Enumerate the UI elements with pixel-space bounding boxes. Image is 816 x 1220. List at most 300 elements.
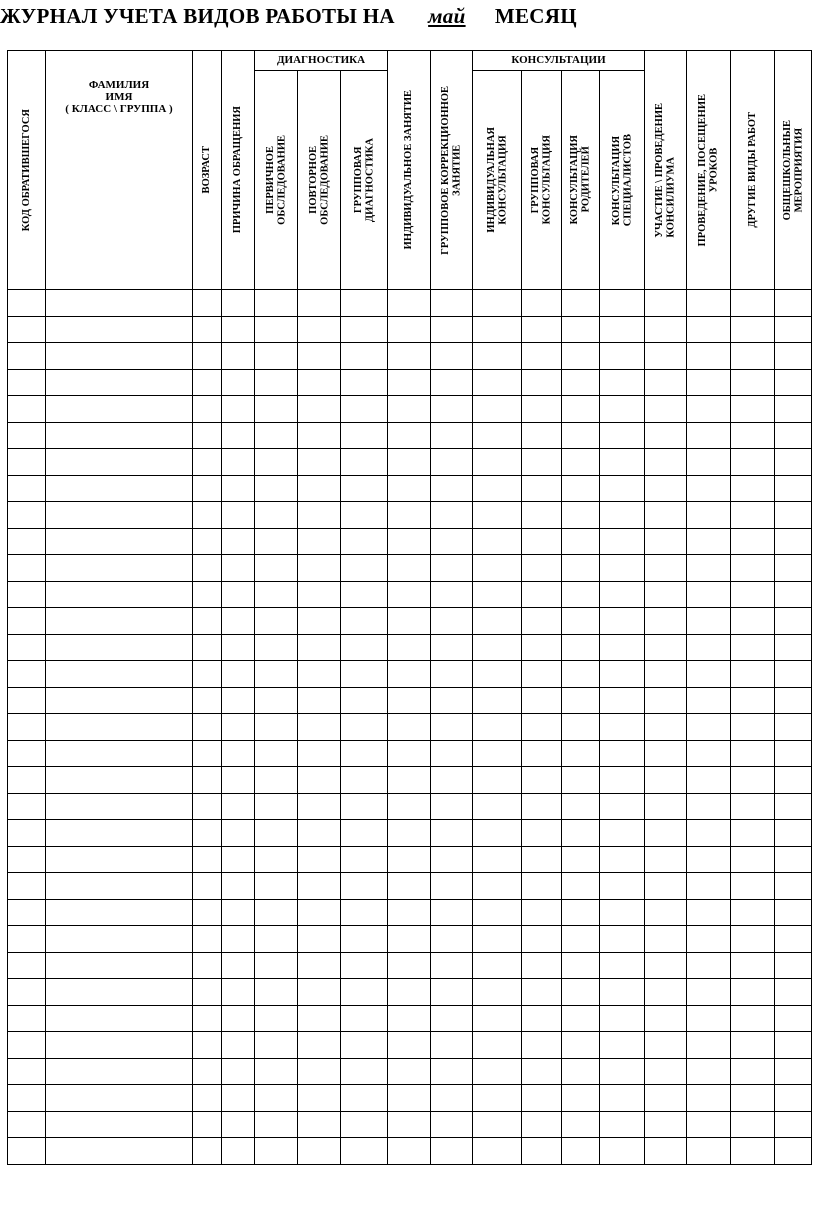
table-cell[interactable] [46,581,193,608]
table-cell[interactable] [562,873,600,900]
table-cell[interactable] [255,1005,298,1032]
table-cell[interactable] [562,502,600,529]
table-cell[interactable] [600,528,645,555]
table-cell[interactable] [255,634,298,661]
table-cell[interactable] [600,1058,645,1085]
table-cell[interactable] [645,634,687,661]
table-cell[interactable] [431,767,473,794]
table-cell[interactable] [341,1111,388,1138]
table-cell[interactable] [775,634,812,661]
table-cell[interactable] [388,926,431,953]
table-cell[interactable] [46,1085,193,1112]
table-cell[interactable] [46,661,193,688]
table-cell[interactable] [388,1032,431,1059]
table-cell[interactable] [46,290,193,317]
table-cell[interactable] [341,369,388,396]
table-cell[interactable] [731,952,775,979]
table-cell[interactable] [775,926,812,953]
table-cell[interactable] [193,1111,222,1138]
table-cell[interactable] [222,846,255,873]
table-cell[interactable] [687,555,731,582]
table-cell[interactable] [473,846,522,873]
table-cell[interactable] [8,1032,46,1059]
table-cell[interactable] [8,714,46,741]
table-cell[interactable] [473,873,522,900]
table-cell[interactable] [645,502,687,529]
table-cell[interactable] [388,873,431,900]
table-cell[interactable] [193,343,222,370]
table-cell[interactable] [388,714,431,741]
table-cell[interactable] [193,422,222,449]
table-cell[interactable] [46,793,193,820]
table-cell[interactable] [687,1111,731,1138]
table-cell[interactable] [473,449,522,476]
table-cell[interactable] [731,422,775,449]
table-cell[interactable] [731,608,775,635]
table-cell[interactable] [298,1138,341,1165]
table-cell[interactable] [731,396,775,423]
table-cell[interactable] [522,952,562,979]
table-cell[interactable] [600,316,645,343]
table-cell[interactable] [8,581,46,608]
table-cell[interactable] [298,1111,341,1138]
table-cell[interactable] [775,714,812,741]
table-cell[interactable] [341,1058,388,1085]
table-cell[interactable] [600,290,645,317]
table-cell[interactable] [473,979,522,1006]
table-cell[interactable] [522,343,562,370]
table-cell[interactable] [341,1032,388,1059]
table-cell[interactable] [46,820,193,847]
table-cell[interactable] [388,449,431,476]
table-cell[interactable] [8,343,46,370]
table-cell[interactable] [255,290,298,317]
table-cell[interactable] [600,581,645,608]
table-cell[interactable] [431,687,473,714]
table-cell[interactable] [388,369,431,396]
table-cell[interactable] [775,952,812,979]
table-cell[interactable] [193,1085,222,1112]
table-cell[interactable] [775,899,812,926]
table-cell[interactable] [222,475,255,502]
table-cell[interactable] [562,422,600,449]
table-cell[interactable] [731,1032,775,1059]
table-cell[interactable] [600,1032,645,1059]
table-cell[interactable] [341,1138,388,1165]
table-cell[interactable] [562,475,600,502]
table-cell[interactable] [8,793,46,820]
table-cell[interactable] [473,316,522,343]
table-cell[interactable] [388,1111,431,1138]
table-cell[interactable] [562,316,600,343]
table-cell[interactable] [388,555,431,582]
table-cell[interactable] [775,820,812,847]
table-cell[interactable] [731,1005,775,1032]
table-cell[interactable] [473,1085,522,1112]
table-cell[interactable] [46,449,193,476]
table-cell[interactable] [522,290,562,317]
table-cell[interactable] [255,475,298,502]
table-cell[interactable] [562,581,600,608]
table-cell[interactable] [298,316,341,343]
table-cell[interactable] [255,1138,298,1165]
table-cell[interactable] [222,1058,255,1085]
table-cell[interactable] [522,475,562,502]
table-cell[interactable] [687,1005,731,1032]
table-cell[interactable] [431,873,473,900]
table-cell[interactable] [687,608,731,635]
table-cell[interactable] [431,1005,473,1032]
table-cell[interactable] [645,581,687,608]
table-cell[interactable] [298,740,341,767]
table-cell[interactable] [731,926,775,953]
table-cell[interactable] [600,767,645,794]
table-cell[interactable] [645,661,687,688]
table-cell[interactable] [222,687,255,714]
table-cell[interactable] [8,846,46,873]
table-cell[interactable] [222,343,255,370]
table-cell[interactable] [731,687,775,714]
table-cell[interactable] [222,502,255,529]
table-cell[interactable] [645,793,687,820]
table-cell[interactable] [562,714,600,741]
table-cell[interactable] [193,290,222,317]
table-cell[interactable] [687,475,731,502]
table-cell[interactable] [255,1032,298,1059]
table-cell[interactable] [193,634,222,661]
table-cell[interactable] [600,1085,645,1112]
table-cell[interactable] [255,502,298,529]
table-cell[interactable] [645,475,687,502]
table-cell[interactable] [388,793,431,820]
table-cell[interactable] [775,1005,812,1032]
table-cell[interactable] [341,1085,388,1112]
table-cell[interactable] [473,1005,522,1032]
table-cell[interactable] [775,767,812,794]
table-cell[interactable] [341,396,388,423]
table-cell[interactable] [193,952,222,979]
table-cell[interactable] [431,899,473,926]
table-cell[interactable] [341,343,388,370]
table-cell[interactable] [431,502,473,529]
table-cell[interactable] [645,1005,687,1032]
table-cell[interactable] [775,873,812,900]
table-cell[interactable] [255,555,298,582]
table-cell[interactable] [645,528,687,555]
table-cell[interactable] [687,369,731,396]
table-cell[interactable] [341,528,388,555]
table-cell[interactable] [222,449,255,476]
table-cell[interactable] [388,1058,431,1085]
table-cell[interactable] [298,422,341,449]
table-cell[interactable] [255,767,298,794]
table-cell[interactable] [600,634,645,661]
table-cell[interactable] [388,528,431,555]
table-cell[interactable] [388,899,431,926]
table-cell[interactable] [46,979,193,1006]
table-cell[interactable] [193,528,222,555]
table-cell[interactable] [522,528,562,555]
table-cell[interactable] [298,1032,341,1059]
table-cell[interactable] [645,1032,687,1059]
table-cell[interactable] [731,502,775,529]
table-cell[interactable] [46,1111,193,1138]
table-cell[interactable] [600,846,645,873]
table-cell[interactable] [222,820,255,847]
table-cell[interactable] [645,608,687,635]
table-cell[interactable] [600,1111,645,1138]
table-cell[interactable] [431,396,473,423]
table-cell[interactable] [388,290,431,317]
table-cell[interactable] [600,449,645,476]
table-cell[interactable] [522,1138,562,1165]
table-cell[interactable] [46,714,193,741]
table-cell[interactable] [388,343,431,370]
table-cell[interactable] [8,661,46,688]
table-cell[interactable] [193,740,222,767]
table-cell[interactable] [255,952,298,979]
table-cell[interactable] [687,396,731,423]
table-cell[interactable] [298,1058,341,1085]
table-cell[interactable] [522,1085,562,1112]
table-cell[interactable] [8,926,46,953]
table-cell[interactable] [562,793,600,820]
table-cell[interactable] [645,449,687,476]
table-cell[interactable] [388,422,431,449]
table-cell[interactable] [341,502,388,529]
table-cell[interactable] [473,952,522,979]
table-cell[interactable] [222,740,255,767]
table-cell[interactable] [46,952,193,979]
table-cell[interactable] [8,979,46,1006]
table-cell[interactable] [298,555,341,582]
table-cell[interactable] [645,422,687,449]
table-cell[interactable] [562,555,600,582]
table-cell[interactable] [645,1085,687,1112]
table-cell[interactable] [388,1005,431,1032]
table-cell[interactable] [431,528,473,555]
table-cell[interactable] [193,979,222,1006]
table-cell[interactable] [473,1111,522,1138]
table-cell[interactable] [687,634,731,661]
table-cell[interactable] [522,661,562,688]
table-cell[interactable] [388,979,431,1006]
table-cell[interactable] [431,820,473,847]
table-cell[interactable] [473,369,522,396]
table-cell[interactable] [473,1058,522,1085]
table-cell[interactable] [298,714,341,741]
table-cell[interactable] [473,396,522,423]
table-cell[interactable] [775,369,812,396]
table-cell[interactable] [731,634,775,661]
table-cell[interactable] [645,899,687,926]
table-cell[interactable] [562,528,600,555]
table-cell[interactable] [473,634,522,661]
table-cell[interactable] [193,687,222,714]
table-cell[interactable] [8,952,46,979]
table-cell[interactable] [600,502,645,529]
table-cell[interactable] [298,528,341,555]
table-cell[interactable] [775,396,812,423]
table-cell[interactable] [46,422,193,449]
table-cell[interactable] [473,343,522,370]
table-cell[interactable] [255,873,298,900]
table-cell[interactable] [687,926,731,953]
table-cell[interactable] [562,396,600,423]
table-cell[interactable] [341,687,388,714]
table-cell[interactable] [193,1138,222,1165]
table-cell[interactable] [775,846,812,873]
table-cell[interactable] [473,926,522,953]
table-cell[interactable] [600,926,645,953]
table-cell[interactable] [775,793,812,820]
table-cell[interactable] [388,1138,431,1165]
table-cell[interactable] [687,846,731,873]
table-cell[interactable] [341,661,388,688]
table-cell[interactable] [687,740,731,767]
table-cell[interactable] [255,1058,298,1085]
table-cell[interactable] [222,290,255,317]
table-cell[interactable] [388,475,431,502]
table-cell[interactable] [388,608,431,635]
table-cell[interactable] [775,1085,812,1112]
table-cell[interactable] [522,1111,562,1138]
table-cell[interactable] [222,555,255,582]
table-cell[interactable] [731,846,775,873]
table-cell[interactable] [298,608,341,635]
table-cell[interactable] [388,502,431,529]
table-cell[interactable] [298,369,341,396]
table-cell[interactable] [8,1058,46,1085]
table-cell[interactable] [193,899,222,926]
table-cell[interactable] [46,846,193,873]
table-cell[interactable] [645,740,687,767]
table-cell[interactable] [775,502,812,529]
table-cell[interactable] [222,581,255,608]
table-cell[interactable] [562,1032,600,1059]
table-cell[interactable] [473,661,522,688]
table-cell[interactable] [645,687,687,714]
table-cell[interactable] [341,555,388,582]
table-cell[interactable] [193,820,222,847]
table-cell[interactable] [562,899,600,926]
table-cell[interactable] [687,528,731,555]
table-cell[interactable] [431,634,473,661]
table-cell[interactable] [562,820,600,847]
table-cell[interactable] [687,793,731,820]
table-cell[interactable] [522,979,562,1006]
table-cell[interactable] [298,793,341,820]
table-cell[interactable] [193,396,222,423]
table-cell[interactable] [775,422,812,449]
table-cell[interactable] [600,343,645,370]
table-cell[interactable] [600,475,645,502]
table-cell[interactable] [193,873,222,900]
table-cell[interactable] [731,1138,775,1165]
table-cell[interactable] [562,926,600,953]
table-cell[interactable] [473,555,522,582]
table-cell[interactable] [341,793,388,820]
table-cell[interactable] [731,767,775,794]
table-cell[interactable] [193,502,222,529]
table-cell[interactable] [600,740,645,767]
table-cell[interactable] [8,316,46,343]
table-cell[interactable] [687,899,731,926]
table-cell[interactable] [298,767,341,794]
table-cell[interactable] [775,555,812,582]
table-cell[interactable] [388,952,431,979]
table-cell[interactable] [731,1085,775,1112]
table-cell[interactable] [8,899,46,926]
table-cell[interactable] [298,475,341,502]
table-cell[interactable] [255,979,298,1006]
table-cell[interactable] [298,661,341,688]
table-cell[interactable] [645,316,687,343]
table-cell[interactable] [388,396,431,423]
table-cell[interactable] [222,714,255,741]
table-cell[interactable] [431,449,473,476]
table-cell[interactable] [645,873,687,900]
table-cell[interactable] [731,1111,775,1138]
table-cell[interactable] [645,846,687,873]
table-cell[interactable] [731,290,775,317]
table-cell[interactable] [687,661,731,688]
table-cell[interactable] [522,555,562,582]
table-cell[interactable] [522,1058,562,1085]
table-cell[interactable] [255,316,298,343]
table-cell[interactable] [193,475,222,502]
table-cell[interactable] [687,979,731,1006]
table-cell[interactable] [431,740,473,767]
table-cell[interactable] [222,528,255,555]
table-cell[interactable] [687,767,731,794]
table-cell[interactable] [562,1005,600,1032]
table-cell[interactable] [600,608,645,635]
table-cell[interactable] [193,555,222,582]
table-cell[interactable] [222,316,255,343]
table-cell[interactable] [431,661,473,688]
table-cell[interactable] [193,1005,222,1032]
table-cell[interactable] [562,952,600,979]
table-cell[interactable] [431,608,473,635]
table-cell[interactable] [8,555,46,582]
table-cell[interactable] [46,555,193,582]
table-cell[interactable] [388,767,431,794]
table-cell[interactable] [645,926,687,953]
table-cell[interactable] [687,687,731,714]
table-cell[interactable] [222,369,255,396]
table-cell[interactable] [562,767,600,794]
table-cell[interactable] [298,926,341,953]
table-cell[interactable] [431,714,473,741]
table-cell[interactable] [298,343,341,370]
table-cell[interactable] [193,1032,222,1059]
table-cell[interactable] [731,793,775,820]
table-cell[interactable] [431,343,473,370]
table-cell[interactable] [775,687,812,714]
table-cell[interactable] [46,396,193,423]
table-cell[interactable] [46,343,193,370]
table-cell[interactable] [222,1032,255,1059]
table-cell[interactable] [562,290,600,317]
table-cell[interactable] [255,581,298,608]
table-cell[interactable] [522,926,562,953]
table-cell[interactable] [473,475,522,502]
table-cell[interactable] [222,1111,255,1138]
table-cell[interactable] [298,952,341,979]
table-cell[interactable] [522,1005,562,1032]
table-cell[interactable] [775,608,812,635]
